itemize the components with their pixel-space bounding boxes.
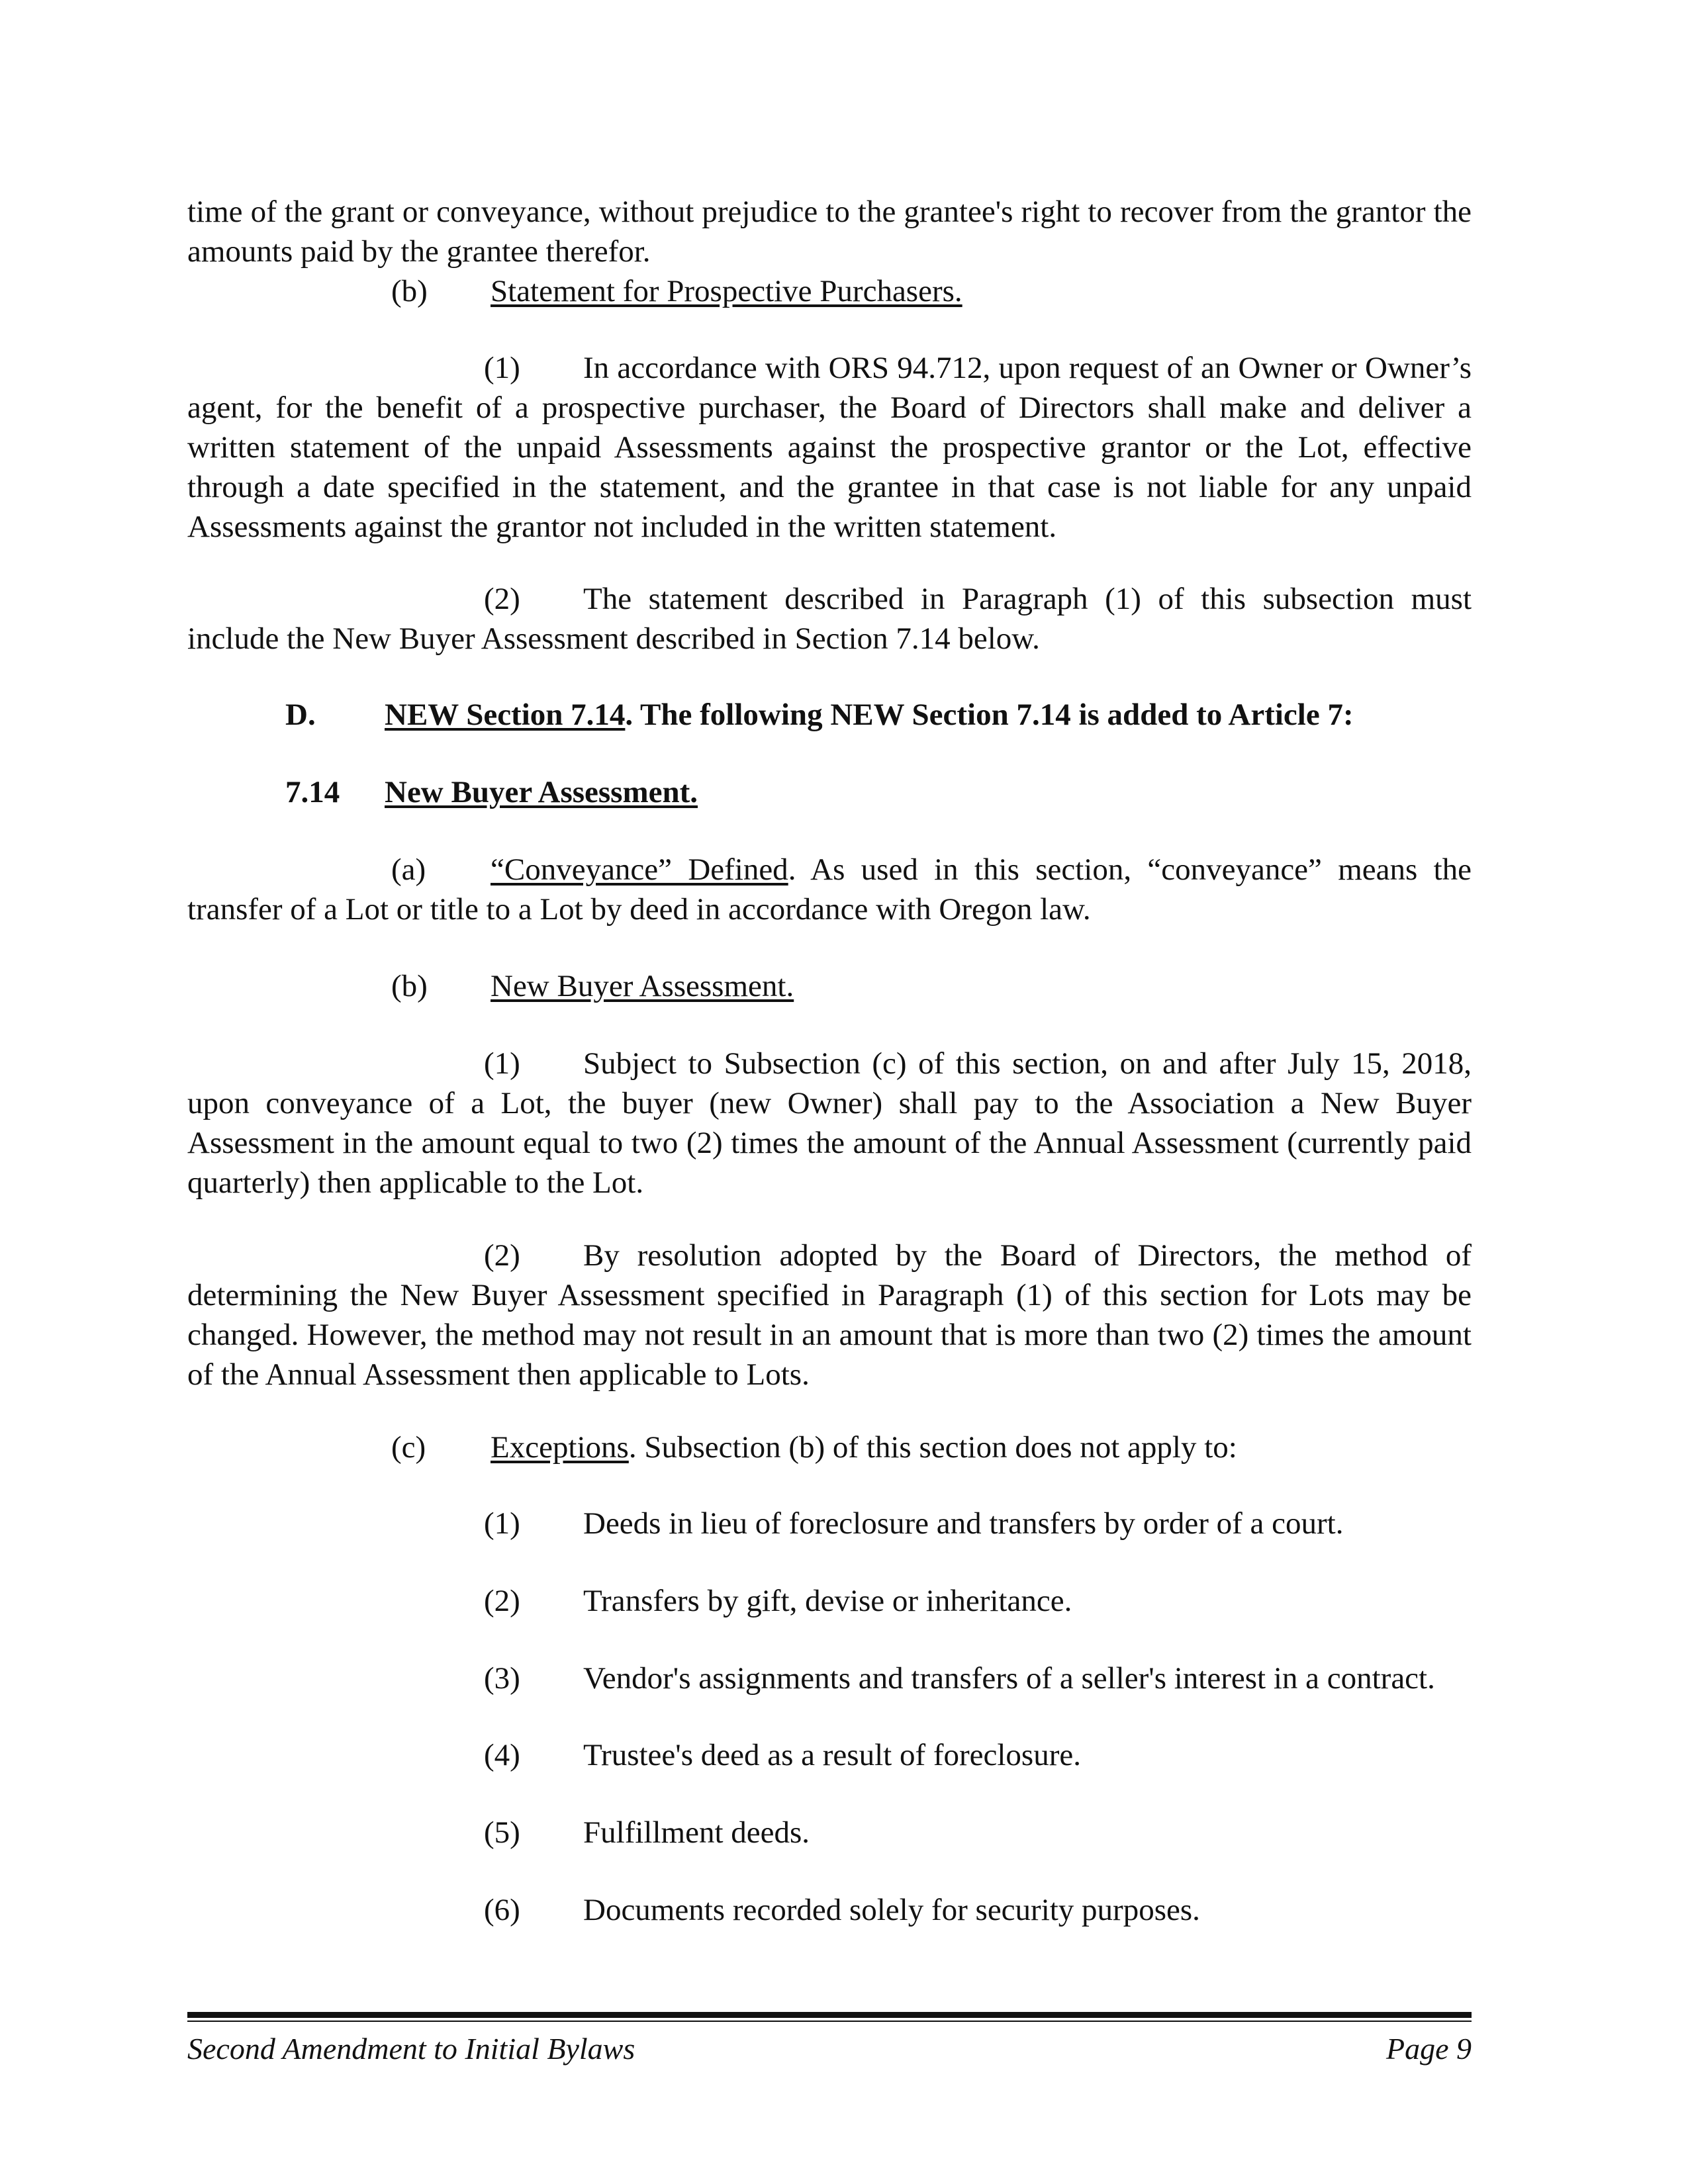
paragraph-b1 [187, 348, 1472, 547]
section-714-heading [187, 772, 1472, 812]
subsection-b-title: Statement for Prospective Purchasers. [491, 274, 962, 308]
subsection-c-text: . Subsection (b) of this section does not apply to: [628, 1430, 1237, 1465]
subsection-a-label: (a) [391, 852, 426, 887]
paragraph-nb2 [187, 1236, 1472, 1394]
section-d-text: . The following NEW Section 7.14 is added to Article 7: [625, 698, 1354, 732]
subsection-b-new-label: (b) [391, 969, 428, 1003]
section-d-heading [187, 695, 1472, 735]
paragraph-nb1 [187, 1044, 1472, 1203]
subsection-b-label: (b) [391, 274, 428, 308]
exception-item-text: Trustee's deed as a result of foreclosure. [583, 1738, 1081, 1772]
paragraph-b1-label: (1) [484, 351, 520, 385]
exception-item-text: Deeds in lieu of foreclosure and transfers by order of a court. [583, 1506, 1344, 1541]
exception-item-label: (4) [484, 1738, 520, 1772]
paragraph-b1-text: In accordance with ORS 94.712, upon request of an Owner or Owner’s agent, for the benefit of a prospective purchaser, the Board of Directors shall make and deliver a written statement of the unpaid Assessments against the prospective grantor or the Lot, effective through a date specified in the statement, and the grantee in that case is not liable for any unpaid Assessments against the grantor not included in the written statement. [187, 351, 1472, 544]
subsection-c-title: Exceptions [491, 1430, 629, 1465]
paragraph-nb2-text: By resolution adopted by the Board of Directors, the method of determining the New Buyer Assessment specified in Paragraph (1) of this section for Lots may be changed. However, the method may not result in an amount that is more than two (2) times the amount of the Annual Assessment then applicable to Lots. [187, 1238, 1472, 1392]
footer-rule-thin [187, 2021, 1472, 2022]
subsection-b-new-title: New Buyer Assessment. [491, 969, 794, 1003]
paragraph-b2 [187, 579, 1472, 659]
subsection-a [187, 850, 1472, 929]
subsection-b-new-heading [187, 966, 1472, 1006]
exception-item-text: Documents recorded solely for security purposes. [583, 1893, 1200, 1927]
footer-page-number: Page 9 [1385, 2032, 1472, 2066]
exception-item-text: Fulfillment deeds. [583, 1815, 810, 1850]
exception-item-text: Vendor's assignments and transfers of a seller's interest in a contract. [583, 1661, 1435, 1696]
section-714-title: New Buyer Assessment. [385, 775, 698, 809]
subsection-b-heading [187, 271, 1472, 311]
paragraph-b2-label: (2) [484, 582, 520, 616]
paragraph-nb1-text: Subject to Subsection (c) of this section, on and after July 15, 2018, upon conveyance of a Lot, the buyer (new Owner) shall pay to the Association a New Buyer Assessment in the amount equal to two (2) times the amount of the Annual Assessment (currently paid quarterly) then applicable to the Lot. [187, 1046, 1472, 1200]
subsection-a-title: “Conveyance” Defined [491, 852, 788, 887]
exception-item-label: (6) [484, 1893, 520, 1927]
page-footer [187, 2030, 1472, 2068]
paragraph-nb1-label: (1) [484, 1046, 520, 1081]
exception-item-label: (2) [484, 1584, 520, 1618]
section-d-title: NEW Section 7.14 [385, 698, 626, 732]
subsection-c-label: (c) [391, 1430, 426, 1465]
exception-item-label: (1) [484, 1506, 520, 1541]
paragraph-b2-text: The statement described in Paragraph (1) of this subsection must include the New Buyer Assessment described in Section 7.14 below. [187, 582, 1472, 656]
footer-rule-thick [187, 2012, 1472, 2018]
paragraph-nb2-label: (2) [484, 1238, 520, 1273]
exception-item-text: Transfers by gift, devise or inheritance. [583, 1584, 1072, 1618]
exception-item-label: (3) [484, 1661, 520, 1696]
document-page [187, 0, 1472, 2184]
exception-item-label: (5) [484, 1815, 520, 1850]
subsection-c-heading [187, 1428, 1472, 1467]
footer-title: Second Amendment to Initial Bylaws [187, 2032, 635, 2066]
section-714-number: 7.14 [285, 775, 340, 809]
section-d-label: D. [285, 698, 316, 732]
continuation-paragraph: time of the grant or conveyance, without prejudice to the grantee's right to recover from the grantor the amounts paid by the grantee therefor. [187, 195, 1472, 269]
subsection-a-text: . As used in this section, “conveyance” means the transfer of a Lot or title to a Lot by deed in accordance with Oregon law. [187, 852, 1472, 927]
